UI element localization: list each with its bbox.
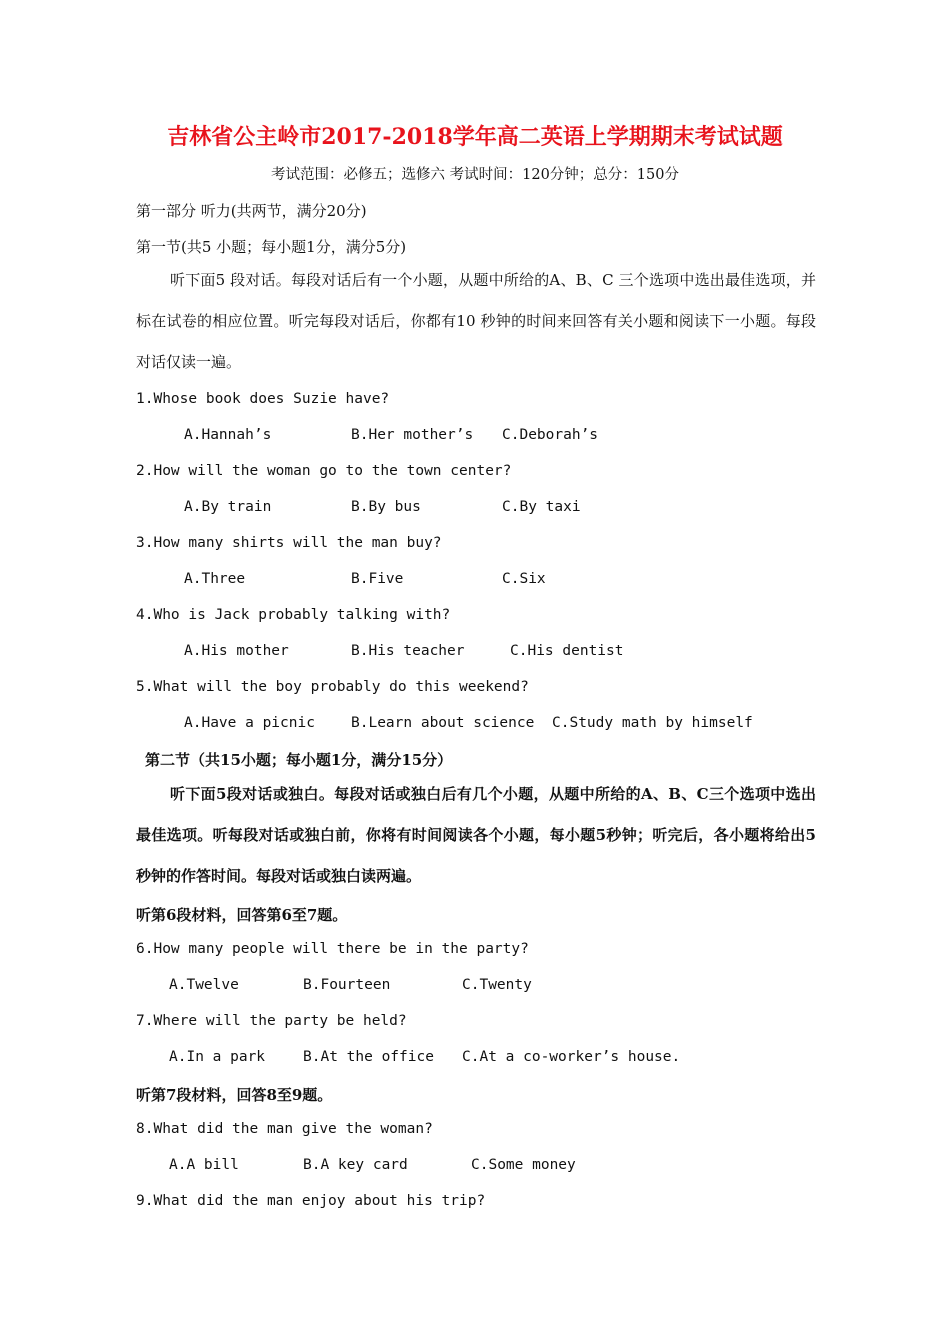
q4-option-c: C.His dentist	[510, 643, 624, 659]
exam-info: 考试范围：必修五；选修六 考试时间：120分钟；总分：150分	[271, 167, 679, 183]
question-4: 4.Who is Jack probably talking with?	[136, 607, 451, 623]
q5-option-c: C.Study math by himself	[552, 715, 753, 731]
q1-option-c: C.Deborah’s	[502, 427, 599, 443]
q3-option-c: C.Six	[502, 571, 546, 587]
part1-heading: 第一部分 听力(共两节，满分20分)	[136, 202, 367, 220]
q7-option-b: B.At the office	[303, 1049, 434, 1065]
q3-option-a: A.Three	[184, 571, 246, 587]
q6-option-b: B.Fourteen	[303, 977, 391, 993]
q2-option-b: B.By bus	[351, 499, 421, 515]
section2-instructions: 听下面5段对话或独白。每段对话或独白后有几个小题，从题中所给的A、B、C三个选项中选出最佳选项。听每段对话或独白前，你将有时间阅读各个小题，每小题5秒钟；听完后，各小题将给出5秒钟的作答时间。每段对话或独白读两遍。	[136, 785, 816, 885]
q1-option-b: B.Her mother’s	[351, 427, 474, 443]
q3-option-b: B.Five	[351, 571, 404, 587]
q5-option-a: A.Have a picnic	[184, 715, 315, 731]
q8-option-c: C.Some money	[471, 1157, 576, 1173]
material-7-heading: 听第7段材料，回答8至9题。	[136, 1086, 333, 1104]
q4-option-b: B.His teacher	[351, 643, 465, 659]
question-6: 6.How many people will there be in the party?	[136, 941, 529, 957]
question-5: 5.What will the boy probably do this weekend?	[136, 679, 529, 695]
q7-option-a: A.In a park	[169, 1049, 266, 1065]
material-6-heading: 听第6段材料，回答第6至7题。	[136, 906, 348, 924]
question-9: 9.What did the man enjoy about his trip?	[136, 1193, 486, 1209]
section1-instructions: 听下面5 段对话。每段对话后有一个小题，从题中所给的A、B、C 三个选项中选出最佳选项，并标在试卷的相应位置。听完每段对话后，你都有10 秒钟的时间来回答有关小题和阅读下一小题。每段对话仅读一遍。	[136, 271, 816, 371]
section1-heading: 第一节(共5 小题；每小题1分，满分5分)	[136, 238, 407, 256]
q7-option-c: C.At a co-worker’s house.	[462, 1049, 681, 1065]
q6-option-a: A.Twelve	[169, 977, 239, 993]
q5-option-b: B.Learn about science	[351, 715, 535, 731]
q2-option-c: C.By taxi	[502, 499, 581, 515]
q8-option-a: A.A bill	[169, 1157, 239, 1173]
question-2: 2.How will the woman go to the town center?	[136, 463, 512, 479]
q4-option-a: A.His mother	[184, 643, 289, 659]
document-title: 吉林省公主岭市2017-2018学年高二英语上学期期末考试试题	[167, 124, 783, 150]
question-1: 1.Whose book does Suzie have?	[136, 391, 390, 407]
section2-heading: 第二节（共15小题；每小题1分，满分15分）	[145, 751, 453, 769]
q6-option-c: C.Twenty	[462, 977, 532, 993]
q2-option-a: A.By train	[184, 499, 272, 515]
question-8: 8.What did the man give the woman?	[136, 1121, 433, 1137]
q8-option-b: B.A key card	[303, 1157, 408, 1173]
question-3: 3.How many shirts will the man buy?	[136, 535, 442, 551]
question-7: 7.Where will the party be held?	[136, 1013, 407, 1029]
q1-option-a: A.Hannah’s	[184, 427, 272, 443]
